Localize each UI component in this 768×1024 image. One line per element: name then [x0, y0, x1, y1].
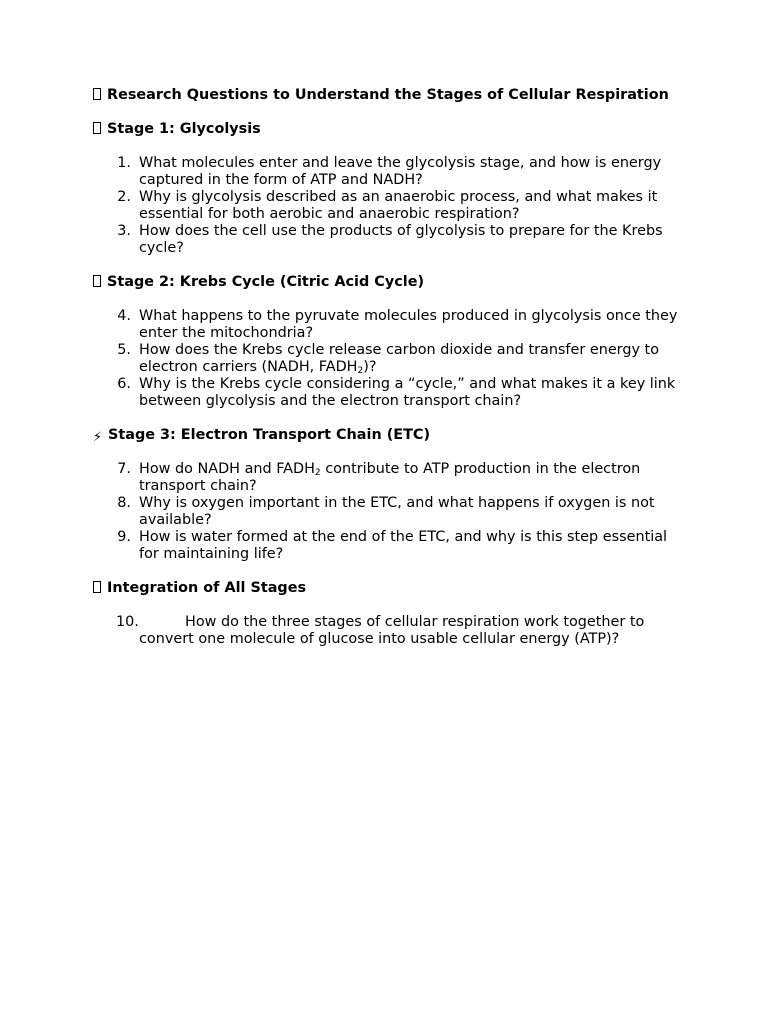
section-heading-stage-1	[93, 121, 683, 138]
question-number: 7.	[117, 461, 131, 477]
question-number: 9.	[117, 529, 131, 545]
question-number: 4.	[117, 308, 131, 324]
question-item	[93, 223, 683, 257]
document-title	[93, 87, 683, 104]
question-text: How is water formed at the end of the ETC, and why is this step essential for maintaining life?	[139, 529, 668, 562]
missing-glyph-icon	[93, 122, 101, 134]
question-text: Why is glycolysis described as an anaerobic process, and what makes it essential for both aerobic and anaerobic respiration?	[139, 189, 658, 222]
section-heading-text: Stage 3: Electron Transport Chain (ETC)	[108, 427, 431, 443]
question-text: What molecules enter and leave the glycolysis stage, and how is energy captured in the form of ATP and NADH?	[139, 155, 662, 188]
section-heading-stage-2	[93, 274, 683, 291]
question-number: 2.	[117, 189, 131, 205]
missing-glyph-icon	[93, 581, 101, 593]
question-item	[93, 308, 683, 342]
document-page	[93, 87, 683, 648]
question-item	[93, 155, 683, 189]
question-list-stage-2	[93, 308, 683, 410]
missing-glyph-icon	[93, 88, 101, 100]
question-item	[93, 189, 683, 223]
question-item	[93, 376, 683, 410]
question-text: How does the cell use the products of glycolysis to prepare for the Krebs cycle?	[139, 223, 663, 256]
question-item	[93, 342, 683, 376]
question-number: 3.	[117, 223, 131, 239]
question-number: 5.	[117, 342, 131, 358]
question-item	[93, 461, 683, 495]
question-number: 8.	[117, 495, 131, 511]
question-list-stage-3	[93, 461, 683, 563]
question-number: 6.	[117, 376, 131, 392]
section-heading-text: Integration of All Stages	[107, 580, 307, 596]
question-item	[93, 495, 683, 529]
question-item	[93, 614, 683, 648]
subscript: 2	[314, 468, 321, 478]
question-list-integration	[93, 614, 683, 648]
missing-glyph-icon	[93, 275, 101, 287]
lightning-icon: ⚡	[93, 430, 103, 445]
section-heading-text: Stage 2: Krebs Cycle (Citric Acid Cycle)	[107, 274, 425, 290]
question-list-stage-1	[93, 155, 683, 257]
question-number: 1.	[117, 155, 131, 171]
section-heading-text: Stage 1: Glycolysis	[107, 121, 261, 137]
question-text	[139, 342, 683, 376]
question-text-part: How does the Krebs cycle release carbon dioxide and transfer energy to electron carriers (NADH, FADH	[139, 342, 660, 375]
question-text: Why is oxygen important in the ETC, and what happens if oxygen is not available?	[139, 495, 655, 528]
question-text-part: )?	[363, 359, 377, 375]
question-text: Why is the Krebs cycle considering a “cycle,” and what makes it a key link between glycolysis and the electron transport chain?	[139, 376, 676, 409]
section-heading-stage-3	[93, 427, 683, 444]
question-text-part: contribute to ATP production in the electron transport chain?	[139, 461, 641, 494]
question-text: How do the three stages of cellular respiration work together to convert one molecule of glucose into usable cellular energy (ATP)?	[139, 614, 645, 647]
question-text: What happens to the pyruvate molecules produced in glycolysis once they enter the mitochondria?	[139, 308, 678, 341]
document-title-text: Research Questions to Understand the Stages of Cellular Respiration	[107, 87, 669, 103]
question-text	[139, 461, 683, 495]
subscript: 2	[357, 366, 364, 376]
question-item	[93, 529, 683, 563]
section-heading-integration	[93, 580, 683, 597]
question-number: 10.	[116, 614, 139, 630]
question-text-part: How do NADH and FADH	[139, 461, 315, 477]
